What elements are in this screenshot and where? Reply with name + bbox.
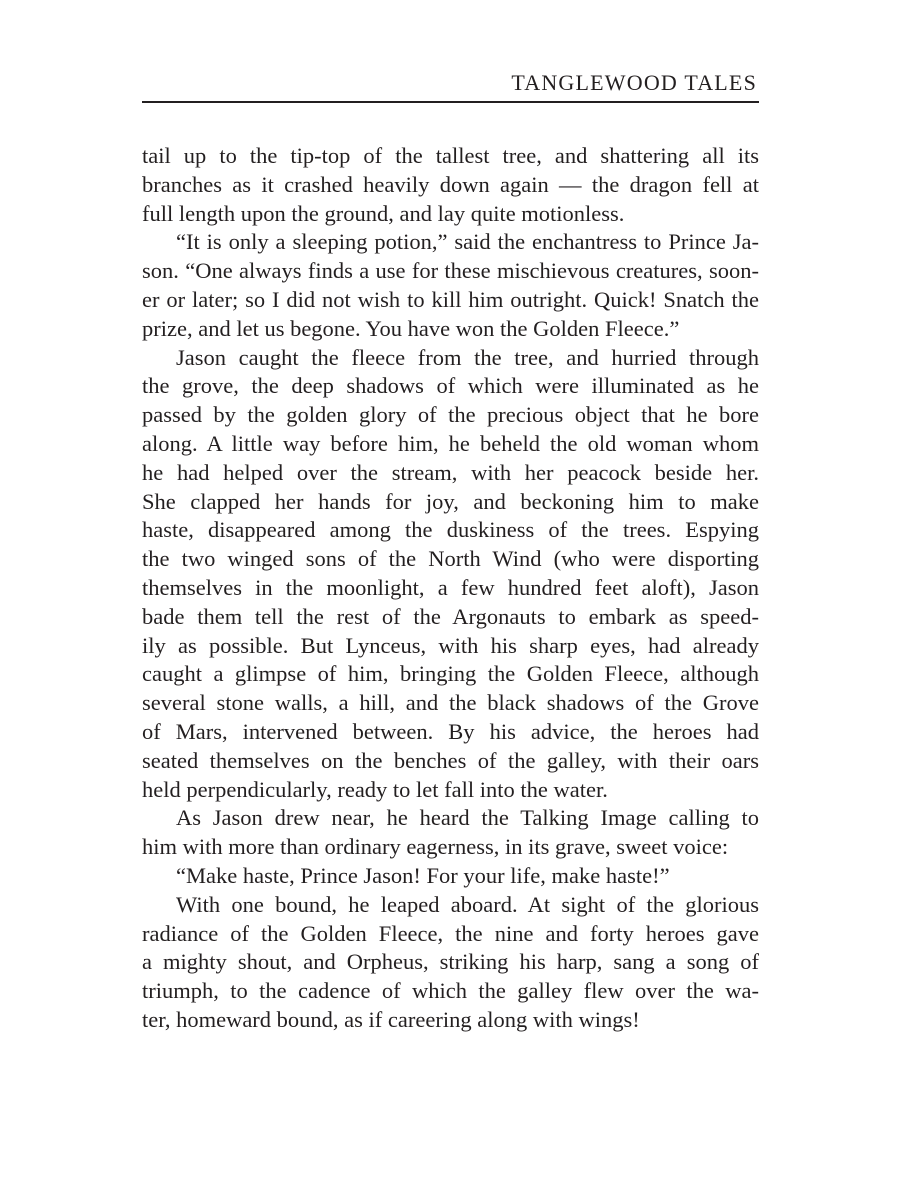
text-line: er or later; so I did not wish to kill him outright. Quick! Snatch the <box>142 286 759 312</box>
text-line: him with more than ordinary eagerness, in its grave, sweet voice: <box>142 834 729 860</box>
text-line: As Jason drew near, he heard the Talking Image calling to <box>176 805 759 831</box>
text-line: several stone walls, a hill, and the black shadows of the Grove <box>142 690 759 716</box>
text-line: “Make haste, Prince Jason! For your life, make haste!” <box>176 862 670 888</box>
text-line: he had helped over the stream, with her peacock beside her. <box>142 459 759 485</box>
text-line: full length upon the ground, and lay quite motionless. <box>142 200 625 226</box>
text-line: branches as it crashed heavily down again — the dragon fell at <box>142 171 759 197</box>
text-line: With one bound, he leaped aboard. At sight of the glorious <box>176 891 759 917</box>
text-line: radiance of the Golden Fleece, the nine and forty heroes gave <box>142 920 759 946</box>
text-line: passed by the golden glory of the precious object that he bore <box>142 402 759 428</box>
body-text <box>142 142 759 1035</box>
text-line: prize, and let us begone. You have won the Golden Fleece.” <box>142 315 680 341</box>
text-line: a mighty shout, and Orpheus, striking his harp, sang a song of <box>142 949 759 975</box>
running-head-title: TANGLEWOOD TALES <box>511 70 757 95</box>
running-head <box>142 70 759 103</box>
text-line: son. “One always finds a use for these mischievous creatures, soon- <box>142 258 759 284</box>
text-line: the grove, the deep shadows of which were illuminated as he <box>142 373 759 399</box>
text-line: She clapped her hands for joy, and beckoning him to make <box>142 488 759 514</box>
text-line: ter, homeward bound, as if careering along with wings! <box>142 1006 640 1032</box>
text-line: ily as possible. But Lynceus, with his sharp eyes, had already <box>142 632 759 658</box>
text-line: of Mars, intervened between. By his advice, the heroes had <box>142 718 759 744</box>
text-line: bade them tell the rest of the Argonauts to embark as speed- <box>142 603 759 629</box>
text-line: seated themselves on the benches of the galley, with their oars <box>142 747 759 773</box>
text-line: haste, disappeared among the duskiness of the trees. Espying <box>142 517 759 543</box>
text-line: held perpendicularly, ready to let fall into the water. <box>142 776 608 802</box>
text-line: “It is only a sleeping potion,” said the enchantress to Prince Ja- <box>176 229 759 255</box>
text-line: along. A little way before him, he beheld the old woman whom <box>142 430 759 456</box>
text-line: triumph, to the cadence of which the galley flew over the wa- <box>142 978 759 1004</box>
text-line: tail up to the tip-top of the tallest tree, and shattering all its <box>142 143 759 168</box>
text-line: Jason caught the fleece from the tree, and hurried through <box>176 344 759 370</box>
text-line: the two winged sons of the North Wind (who were disporting <box>142 546 759 572</box>
text-line: caught a glimpse of him, bringing the Golden Fleece, although <box>142 661 759 687</box>
text-line: themselves in the moonlight, a few hundred feet aloft), Jason <box>142 574 759 600</box>
